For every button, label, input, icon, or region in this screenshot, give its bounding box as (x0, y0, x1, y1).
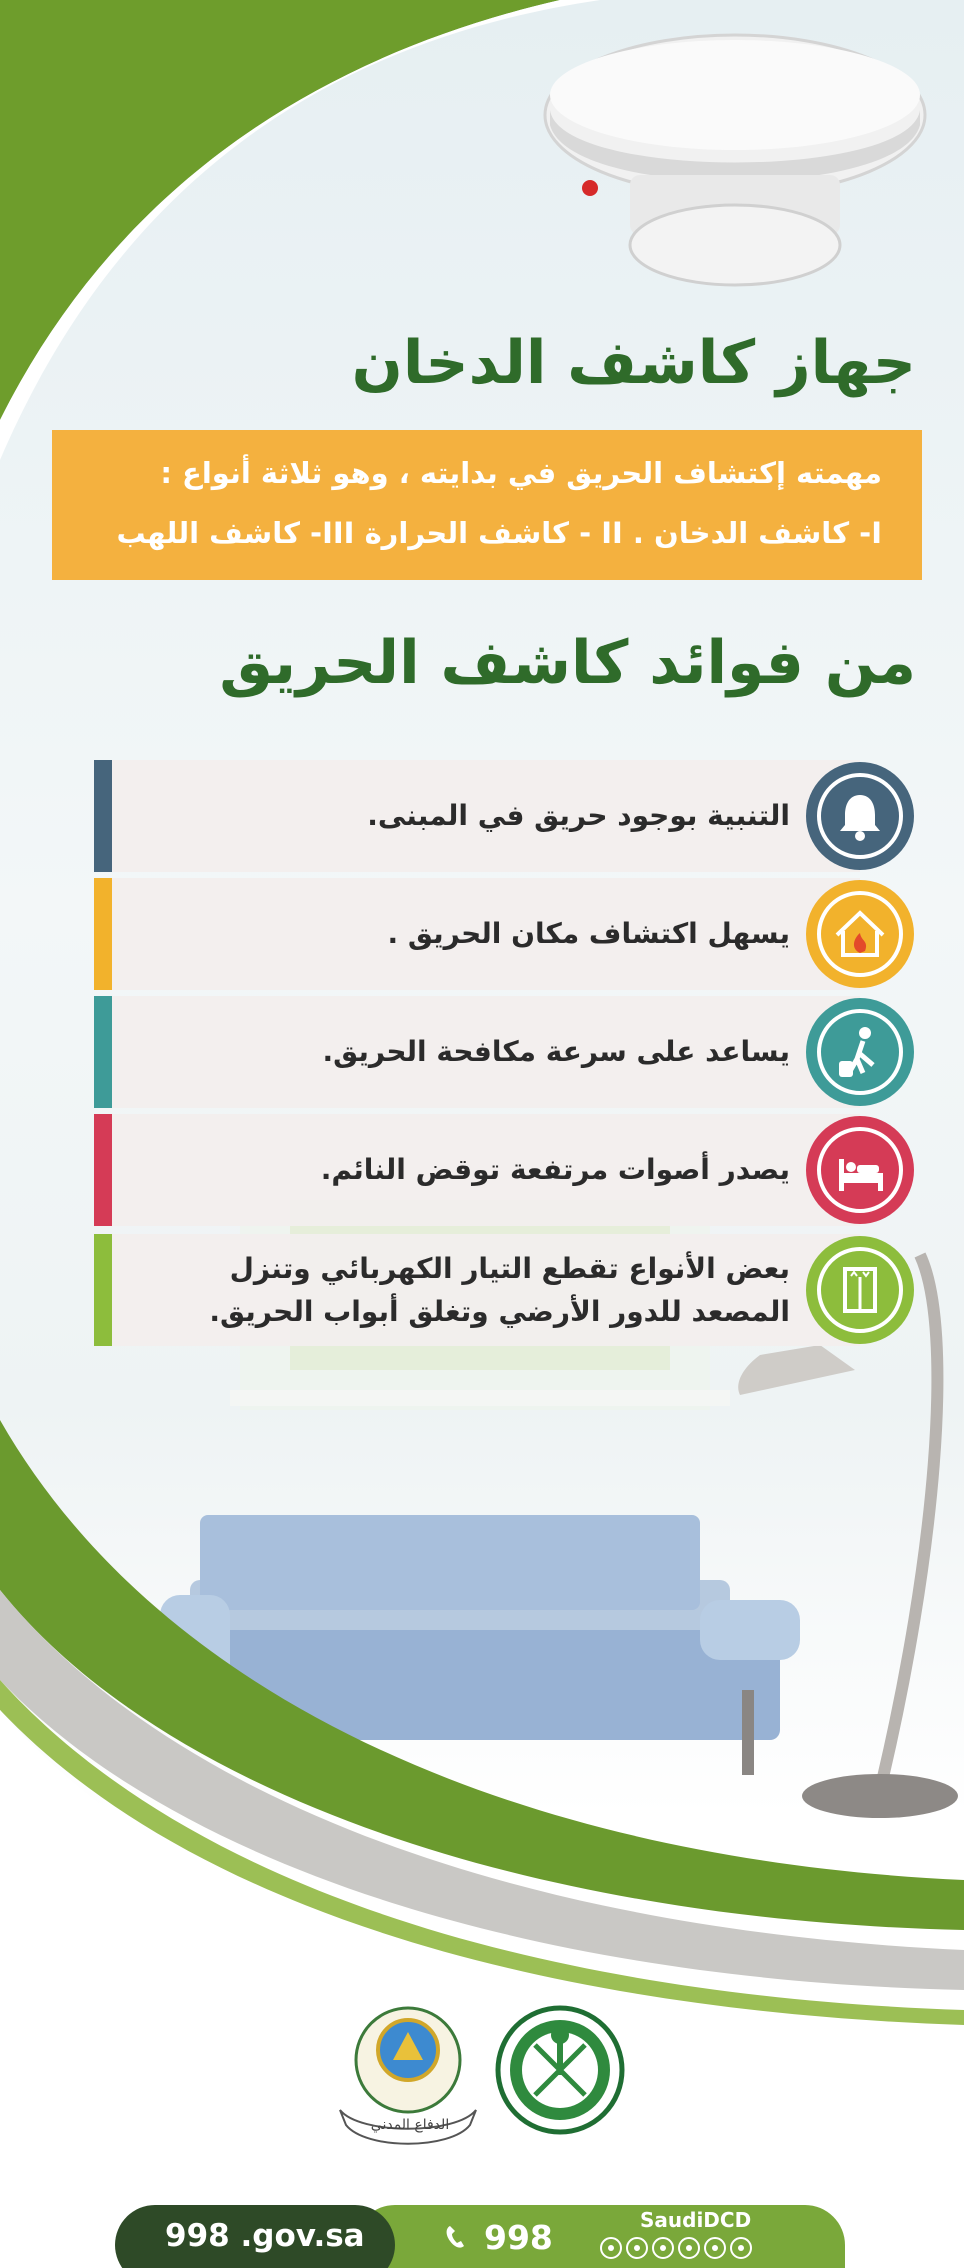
firefighter-icon (806, 998, 914, 1106)
social-handle[interactable]: SaudiDCD (640, 2208, 752, 2232)
benefit-stripe (94, 1114, 112, 1226)
website-link[interactable]: 998 .gov.sa (165, 2218, 365, 2254)
page-title: جهاز كاشف الدخان (351, 328, 916, 398)
benefit-text: بعض الأنواع تقطع التيار الكهربائي وتنزل المصعد للدور الأرضي وتغلق أبواب الحريق. (209, 1251, 790, 1328)
benefit-item (94, 760, 860, 872)
benefits-title: من فوائد كاشف الحريق (219, 628, 916, 698)
intro-line-1: مهمته إكتشاف الحريق في بدايته ، وهو ثلاثة أنواع : (160, 456, 882, 490)
benefit-stripe (94, 1234, 112, 1346)
benefit-stripe (94, 878, 112, 990)
telegram-icon[interactable] (704, 2237, 726, 2259)
intro-line-2: I- كاشف الدخان . II - كاشف الحرارة III- كاشف اللهب (116, 516, 882, 550)
civil-defense-logo: الدفاع المدني (370, 2117, 450, 2133)
twitter-icon[interactable] (626, 2237, 648, 2259)
snapchat-icon[interactable] (730, 2237, 752, 2259)
benefit-item (94, 1114, 860, 1226)
benefit-text: يساعد على سرعة مكافحة الحريق. (322, 1035, 790, 1069)
benefit-stripe (94, 996, 112, 1108)
youtube-icon[interactable] (678, 2237, 700, 2259)
phone-icon (442, 2222, 472, 2252)
social-icons (600, 2237, 756, 2263)
benefit-text: التنبية بوجود حريق في المبنى. (367, 799, 790, 833)
bed-icon (806, 1116, 914, 1224)
benefit-item (94, 1234, 860, 1346)
phone-number[interactable]: 998 (484, 2218, 553, 2257)
intro-box (52, 430, 922, 580)
instagram-icon[interactable] (652, 2237, 674, 2259)
house-fire-icon (806, 880, 914, 988)
benefit-text: يصدر أصوات مرتفعة توقض النائم. (320, 1153, 790, 1187)
benefit-item (94, 996, 860, 1108)
benefit-text: يسهل اكتشاف مكان الحريق . (387, 917, 790, 951)
bell-icon (806, 762, 914, 870)
benefit-item (94, 878, 860, 990)
benefit-stripe (94, 760, 112, 872)
facebook-icon[interactable] (600, 2237, 622, 2259)
elevator-icon (806, 1236, 914, 1344)
